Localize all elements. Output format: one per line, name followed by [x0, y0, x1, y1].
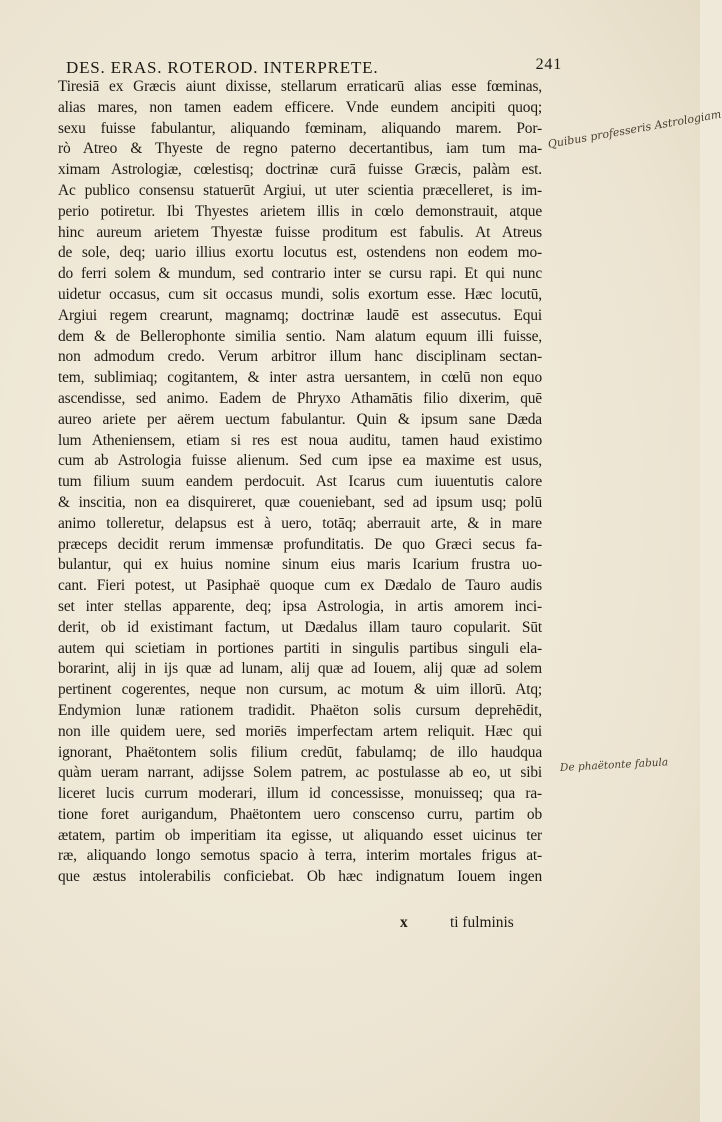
text-line: perio potiretur. Ibi Thyestes arietem illis in cœlo demonstrauit, atque [58, 202, 542, 220]
signature-line [400, 914, 560, 934]
text-block [58, 77, 542, 888]
catchword: ti fulminis [450, 914, 514, 931]
text-line: uidetur occasus, cum sit occasus mundi, solis exortum esse. Hæc locutū, [58, 285, 542, 303]
text-line: quàm ueram narrant, adijsse Solem patrem, ac postulasse ab eo, ut sibi [58, 764, 542, 782]
text-line: lum Atheniensem, etiam si res est noua auditu, tamen haud existimo [58, 431, 542, 449]
text-line: ascendisse, sed animo. Eadem de Phryxo Athamātis filio dixerim, quē [58, 389, 542, 407]
text-line: præceps decidit rerum immensæ profunditatis. De quo Græci secus fa- [58, 535, 542, 553]
text-line: set inter stellas apparente, deq; ipsa Astrologia, in artis amorem inci- [58, 597, 542, 615]
text-line: ræ, aliquando longo semotus spacio à terra, interim mortales frigus at- [58, 847, 542, 865]
folio-number: 241 [535, 56, 562, 73]
text-line: derit, ob id existimant factum, ut Dædalus illam tauro copularit. Sūt [58, 618, 542, 636]
running-title: DES. ERAS. ROTEROD. INTERPRETE. [66, 58, 379, 77]
text-line: tione foret aurigandum, Phaëtontem uero conscenso curru, partim ob [58, 805, 542, 823]
text-line: Endymion lunæ rationem tradidit. Phaëton solis cursum deprehēdit, [58, 701, 542, 719]
text-line: de sole, deq; uario illius exortu locutus est, ostendens non eodem mo- [58, 244, 542, 262]
text-line: aureo ariete per aërem uectum fabulantur. Quin & ipsum sane Dæda [58, 410, 542, 428]
text-line: borarint, alij in ijs quæ ad lunam, alij quæ ad Iouem, alij quæ ad solem [58, 660, 542, 678]
text-line: sexu fuisse fabulantur, aliquando fœminam, aliquando marem. Por- [58, 119, 542, 137]
marginal-annotation: Quibus professeris Astrologiam [546, 107, 722, 151]
text-line: animo tolleretur, delapsus est à uero, totāq; aberrauit arte, & in mare [58, 514, 542, 532]
text-line: rò Atreo & Thyeste de regno paterno decertantibus, iam tum ma- [58, 140, 542, 158]
text-line: ximam Astrologiæ, cœlestisq; doctrinæ curā fuisse Græcis, palàm est. [58, 161, 542, 179]
text-line: Ac publico consensu statuerūt Argiui, ut uter scientia præcelleret, is im- [58, 181, 542, 199]
text-line: non ille quidem uere, sed moriēs imperfectam artem reliquit. Hæc qui [58, 722, 542, 740]
text-line: cant. Fieri potest, ut Pasiphaë quoque cum ex Dædalo de Tauro audis [58, 577, 542, 595]
text-line: autem qui scietiam in portiones partiti in singulis partibus singuli ela- [58, 639, 542, 657]
signature-mark: x [400, 914, 408, 931]
text-line: pertinent cogerentes, neque non cursum, ac motum & uim illorū. Atq; [58, 681, 542, 699]
text-line: tem, sublimiaq; cogitantem, & inter astra uersantem, in cœlū non equo [58, 369, 542, 387]
text-line: que æstus intolerabilis conficiebat. Ob hæc indignatum Iouem ingen [58, 868, 542, 886]
text-line: bulantur, qui ex huius nomine sinum eius maris Icarium frustra uo- [58, 556, 542, 574]
text-line: alias mares, non tamen eadem efficere. Vnde eundem ancipiti quoq; [58, 98, 542, 116]
text-line: ætatem, partim ob imperitiam ita egisse, ut aliquando esset uicinus ter [58, 826, 542, 844]
text-line: ignorant, Phaëtontem solis filium credūt, fabulamq; de illo haudqua [58, 743, 542, 761]
text-line: tum filium suum eandem perdocuit. Ast Icarus cum iuuentutis calore [58, 473, 542, 491]
text-line: do ferri solem & mundum, sed contrario inter se cursu rapi. Et qui nunc [58, 265, 542, 283]
text-line: non admodum credo. Verum arbitror illum hanc disciplinam sectan- [58, 348, 542, 366]
marginal-annotation: De phaëtonte fabula [559, 756, 669, 774]
text-line: Argiui regem crearunt, magnamq; doctrinæ laudē est assecutus. Equi [58, 306, 542, 324]
text-line: Tiresiā ex Græcis aiunt dixisse, stellarum erraticarū alias esse fœminas, [58, 78, 542, 95]
text-line: hinc aureum arietem Thyestæ fuisse proditum est fabulis. At Atreus [58, 223, 542, 241]
text-line: liceret lucis currum moderari, illum id concessisse, monuisseq; qua ra- [58, 785, 542, 803]
text-line: & inscitia, non ea disquireret, quæ coueniebant, sed ad ipsum usq; polū [58, 493, 542, 511]
text-line: cum ab Astrologia fuisse alienum. Sed cum ipse ea maxime est usus, [58, 452, 542, 470]
text-line: dem & de Bellerophonte similia sentio. Nam alatum equum illi fuisse, [58, 327, 542, 345]
